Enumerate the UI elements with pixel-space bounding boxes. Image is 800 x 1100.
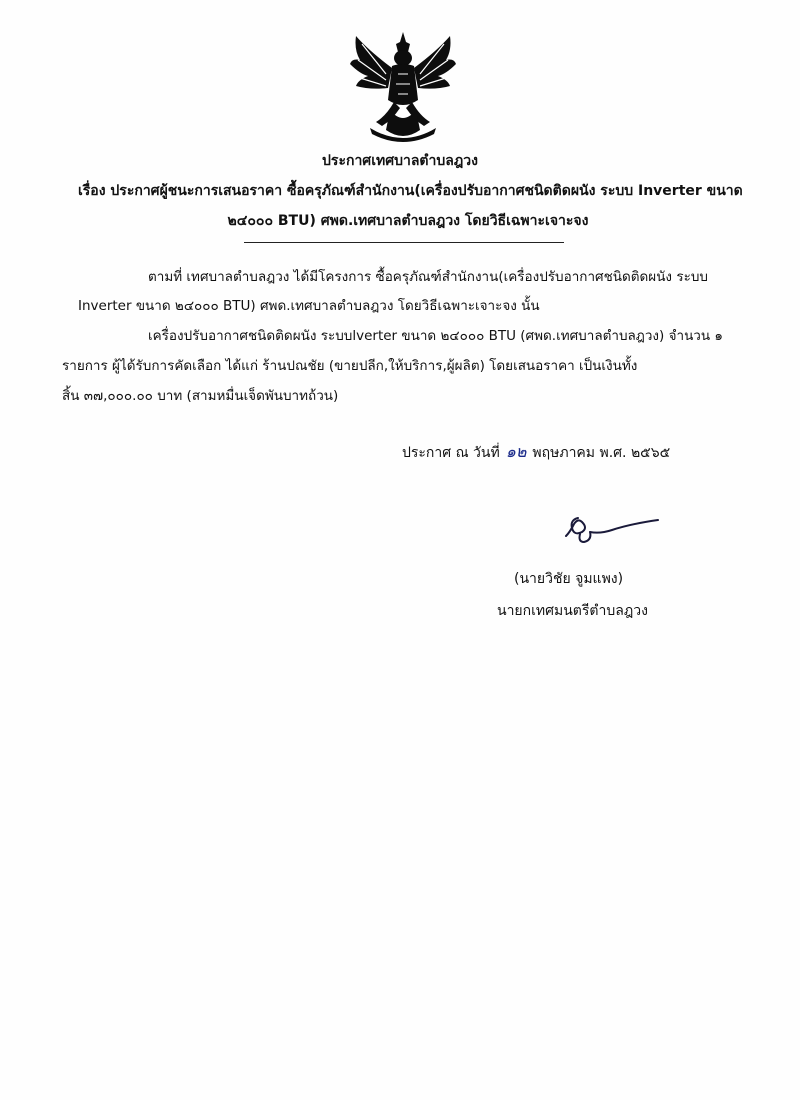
signature-icon (560, 510, 670, 550)
announcement-heading: ประกาศเทศบาลตำบลฎวง (322, 153, 478, 169)
heading-divider (244, 242, 564, 243)
garuda-emblem-icon (348, 30, 458, 145)
subject-line-2: ๒๔๐๐๐ BTU) ศพด.เทศบาลตำบลฎวง โดยวิธีเฉพาะเจาะจง (227, 213, 589, 229)
paragraph1-line-1: ตามที่ เทศบาลตำบลฎวง ได้มีโครงการ ซื้อครุภัณฑ์สำนักงาน(เครื่องปรับอากาศชนิดติดผนัง ระบบ (148, 269, 708, 285)
paragraph2-line-3: สิ้น ๓๗,๐๐๐.๐๐ บาท (สามหมื่นเจ็ดพันบาทถ้วน) (62, 388, 339, 404)
signer-name: (นายวิชัย จูมแพง) (514, 571, 624, 587)
date-day-handwritten: ๑๒ (505, 442, 527, 461)
subject-line-1: เรื่อง ประกาศผู้ชนะการเสนอราคา ซื้อครุภัณฑ์สำนักงาน(เครื่องปรับอากาศชนิดติดผนัง ระบบ Inverter ขนาด (78, 183, 743, 199)
date-month-year: พฤษภาคม พ.ศ. ๒๕๖๕ (532, 445, 671, 461)
date-prefix: ประกาศ ณ วันที่ (402, 445, 500, 461)
paragraph2-line-1: เครื่องปรับอากาศชนิดติดผนัง ระบบlverter ขนาด ๒๔๐๐๐ BTU (ศพด.เทศบาลตำบลฎวง) จำนวน ๑ (148, 328, 723, 344)
paragraph2-line-2: รายการ ผู้ได้รับการคัดเลือก ได้แก่ ร้านปณชัย (ขายปลีก,ให้บริการ,ผู้ผลิต) โดยเสนอราคา เป็นเงินทั้ง (62, 358, 638, 374)
announcement-subject (78, 176, 743, 236)
paragraph1-line-2: Inverter ขนาด ๒๔๐๐๐ BTU) ศพด.เทศบาลตำบลฎวง โดยวิธีเฉพาะเจาะจง นั้น (78, 298, 540, 314)
signer-title: นายกเทศมนตรีตำบลฎวง (497, 603, 648, 619)
announcement-date (402, 440, 670, 465)
